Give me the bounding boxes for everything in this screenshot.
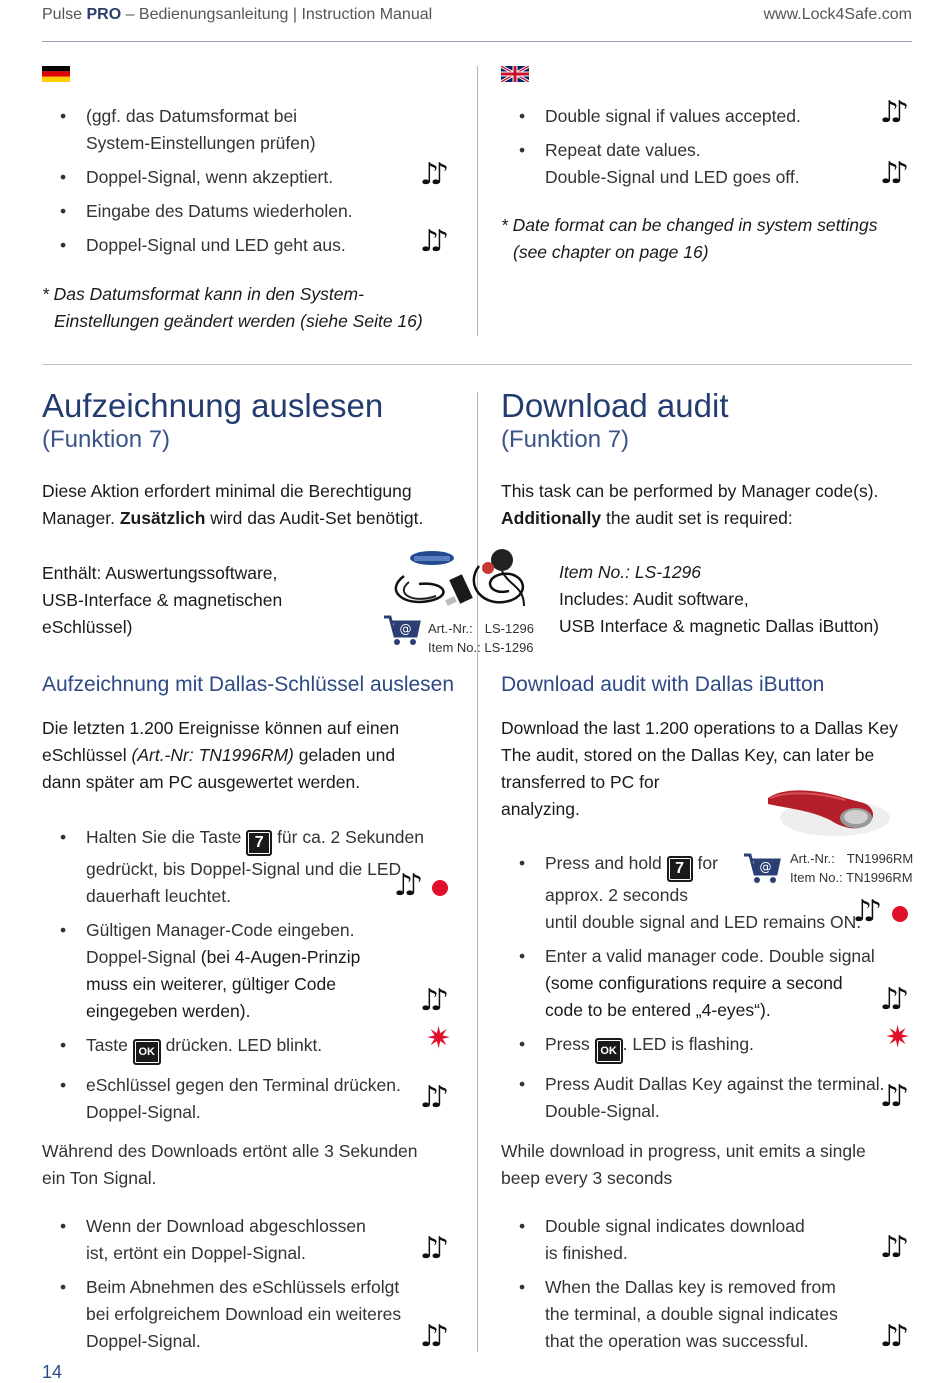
list-item: • Taste OK drücken. LED blinkt. [42, 1032, 442, 1065]
end-steps-de [42, 1213, 442, 1355]
page-title-de: Aufzeichnung auslesen [42, 387, 384, 424]
list-item: • Doppel-Signal, wenn akzeptiert. [42, 164, 452, 191]
column-divider-main [477, 392, 478, 1352]
page-number: 14 [42, 1362, 63, 1382]
shopping-cart-icon [382, 614, 422, 646]
column-divider-top [477, 66, 478, 336]
description-de: Die letzten 1.200 Ereignisse können auf einen eSchlüssel (Art.-Nr: TN1996RM) geladen und dann später am PC ausgewertet werden. [42, 718, 400, 792]
double-signal-icon: ♪♪ [420, 983, 441, 1018]
double-signal-icon: ♪♪ [394, 868, 415, 903]
list-item: • (ggf. das Datumsformat bei System-Einstellungen prüfen) [42, 103, 452, 157]
svg-text:@: @ [399, 622, 412, 636]
led-flashing-icon: ✷ [426, 1021, 452, 1056]
list-item: • Beim Abnehmen des eSchlüssels erfolgt bei erfolgreichem Download ein weiteres Doppel-Signal. [42, 1274, 442, 1355]
double-signal-icon: ♪♪ [420, 1231, 441, 1266]
list-item: • Press Audit Dallas Key against the terminal. Double-Signal. [501, 1071, 901, 1125]
top-en-note: * Date format can be changed in system settings (see chapter on page 16) [501, 215, 878, 262]
list-item: • eSchlüssel gegen den Terminal drücken. Doppel-Signal. [42, 1072, 442, 1126]
list-item: • Press OK . LED is flashing. [501, 1031, 901, 1064]
key-7-icon: 7 [246, 830, 272, 856]
end-steps-en [501, 1213, 881, 1355]
double-signal-icon: ♪♪ [880, 1319, 901, 1354]
page-subtitle-de: (Funktion 7) [42, 426, 171, 453]
header-divider [42, 41, 912, 42]
led-on-icon [432, 880, 448, 896]
section-divider [42, 364, 912, 365]
list-item: • Double signal indicates download is finished. [501, 1213, 881, 1267]
double-signal-icon: ♪♪ [880, 982, 901, 1017]
page-subtitle-en: (Funktion 7) [501, 426, 630, 453]
list-item: • When the Dallas key is removed from the terminal, a double signal indicates that the operation was successful. [501, 1274, 881, 1355]
list-item: • Enter a valid manager code. Double signal (some configurations require a second code to be entered „4-eyes“). [501, 943, 901, 1024]
page-title-en: Download audit [501, 387, 729, 424]
steps-de [42, 824, 442, 1126]
key-ok-icon: OK [595, 1038, 623, 1064]
top-en-list [501, 103, 881, 191]
list-item: • Wenn der Download abgeschlossen ist, ertönt ein Doppel-Signal. [42, 1213, 442, 1267]
double-signal-icon: ♪♪ [880, 1230, 901, 1265]
list-item: • Repeat date values. Double-Signal und LED goes off. [501, 137, 881, 191]
list-item: • Double signal if values accepted. [501, 103, 881, 130]
intro-en: This task can be performed by Manager code(s). Additionally the audit set is required: [501, 481, 879, 528]
includes-en: Item No.: LS-1296 Includes: Audit software, USB Interface & magnetic Dallas iButton) [559, 562, 880, 636]
section-heading-en: Download audit with Dallas iButton [501, 673, 825, 696]
key-7-icon: 7 [667, 856, 693, 882]
header-title: Pulse PRO – Bedienungsanleitung | Instruction Manual [42, 6, 433, 23]
description-en: Download the last 1.200 operations to a Dallas Key The audit, stored on the Dallas Key, can later be transferred to PC for analyzing. [501, 718, 898, 819]
list-item: • Eingabe des Datums wiederholen. [42, 198, 452, 225]
flag-uk-icon [501, 66, 529, 82]
section-heading-de: Aufzeichnung mit Dallas-Schlüssel auslesen [42, 673, 455, 696]
during-download-de: Während des Downloads ertönt alle 3 Sekunden ein Ton Signal. [42, 1141, 418, 1188]
svg-text:@: @ [759, 860, 772, 874]
led-on-icon [892, 906, 908, 922]
dallas-key-image [760, 776, 895, 840]
double-signal-icon: ♪♪ [853, 894, 874, 929]
contains-de: Enthält: Auswertungssoftware, USB-Interface & magnetischen eSchlüssel) [42, 563, 283, 637]
double-signal-icon: ♪♪ [420, 157, 441, 192]
steps-en [501, 850, 901, 1125]
double-signal-icon: ♪♪ [420, 1319, 441, 1354]
led-flashing-icon: ✷ [885, 1020, 911, 1055]
intro-de: Diese Aktion erfordert minimal die Berechtigung Manager. Zusätzlich wird das Audit-Set benötigt. [42, 481, 424, 528]
during-download-en: While download in progress, unit emits a single beep every 3 seconds [501, 1141, 866, 1188]
article-number-en: Art.-Nr.: TN1996RM Item No.: TN1996RM [790, 851, 914, 885]
double-signal-icon: ♪♪ [420, 1080, 441, 1115]
audit-set-image [384, 546, 534, 616]
list-item: • Gültigen Manager-Code eingeben. Doppel-Signal (bei 4-Augen-Prinzip muss ein weiterer, gültiger Code eingegeben werden). [42, 917, 442, 1025]
double-signal-icon: ♪♪ [420, 224, 441, 259]
top-de-note: * Das Datumsformat kann in den System- Einstellungen geändert werden (siehe Seite 16) [42, 284, 423, 331]
article-number-de: Art.-Nr.: LS-1296 Item No.: LS-1296 [428, 621, 534, 655]
double-signal-icon: ♪♪ [880, 95, 901, 130]
header-url: www.Lock4Safe.com [763, 6, 912, 23]
list-item: • Doppel-Signal und LED geht aus. [42, 232, 452, 259]
flag-de-icon [42, 66, 70, 82]
list-item: • Halten Sie die Taste 7 für ca. 2 Sekunden gedrückt, bis Doppel-Signal und die LED dauerhaft leuchtet. [42, 824, 442, 910]
list-item: • Press and hold 7 for approx. 2 seconds until double signal and LED remains ON. [501, 850, 901, 936]
top-de-list [42, 103, 452, 259]
key-ok-icon: OK [133, 1039, 161, 1065]
double-signal-icon: ♪♪ [880, 1079, 901, 1114]
double-signal-icon: ♪♪ [880, 156, 901, 191]
